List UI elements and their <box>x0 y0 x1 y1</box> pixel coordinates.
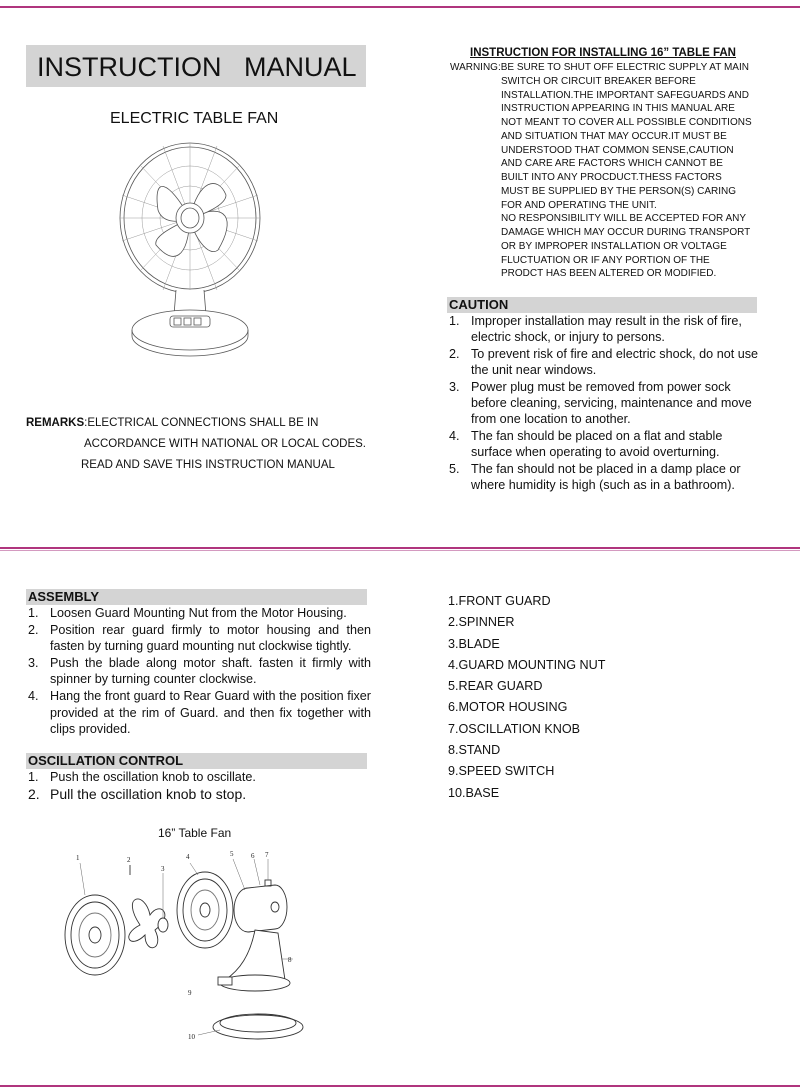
list-item: 1. Loosen Guard Mounting Nut from the Motor Housing. <box>28 606 347 620</box>
label-7: 7 <box>265 851 269 859</box>
part-item: 5.REAR GUARD <box>448 679 543 694</box>
warning-line: AND SITUATION THAT MAY OCCUR.IT MUST BE <box>501 130 727 142</box>
label-4: 4 <box>186 853 190 861</box>
remarks-line2: ACCORDANCE WITH NATIONAL OR LOCAL CODES. <box>84 438 366 450</box>
warning-line: SWITCH OR CIRCUIT BREAKER BEFORE <box>501 75 696 87</box>
label-2: 2 <box>127 856 131 864</box>
warning-line: WARNING:BE SURE TO SHUT OFF ELECTRIC SUPPLY AT MAIN <box>450 62 749 73</box>
caution-list <box>447 313 767 493</box>
list-item: 2. To prevent risk of fire and electric shock, do not use the unit near windows. <box>449 346 758 378</box>
middle-rule <box>0 547 800 549</box>
page-title: INSTRUCTION MANUAL <box>26 45 366 87</box>
stand-part <box>225 930 285 980</box>
part-item: 1.FRONT GUARD <box>448 594 551 608</box>
base-part <box>213 1015 303 1039</box>
list-item: 3. Power plug must be removed from power sock before cleaning, servicing, maintenance and move from one location to another. <box>449 379 752 427</box>
warning-line: FLUCTUATION OR IF ANY PORTION OF THE <box>501 254 710 266</box>
assembly-heading: ASSEMBLY <box>26 589 367 605</box>
part-item: 4.GUARD MOUNTING NUT <box>448 657 606 672</box>
part-item: 3.BLADE <box>448 636 500 651</box>
part-item: 10.BASE <box>448 785 500 800</box>
installing-title: INSTRUCTION FOR INSTALLING 16” TABLE FAN <box>470 47 736 59</box>
exploded-diagram <box>50 845 310 1045</box>
remarks-line3: READ AND SAVE THIS INSTRUCTION MANUAL <box>81 459 335 471</box>
diagram-caption: 16” Table Fan <box>158 826 232 840</box>
motor-housing-part <box>234 880 287 932</box>
list-item: 3. Push the blade along motor shaft. fasten it firmly with spinner by turning counter clockwise. <box>28 655 371 687</box>
warning-line: INSTRUCTION APPEARING IN THIS MANUAL ARE <box>501 103 735 115</box>
fan-spinner <box>176 203 204 233</box>
warning-line: NOT MEANT TO COVER ALL POSSIBLE CONDITIONS <box>501 117 752 128</box>
list-item: 1. Push the oscillation knob to oscillate. <box>28 770 256 784</box>
warning-line: NO RESPONSIBILITY WILL BE ACCEPTED FOR ANY <box>501 213 747 225</box>
list-item: 2. Pull the oscillation knob to stop. <box>28 786 247 802</box>
remarks-label: REMARKS <box>26 417 85 429</box>
caution-heading: CAUTION <box>447 297 757 313</box>
top-rule <box>0 6 800 8</box>
part-item: 8.STAND <box>448 743 501 758</box>
speed-switch-part <box>218 977 232 985</box>
assembly-list <box>26 605 371 738</box>
fan-illustration <box>118 140 268 360</box>
list-item: 5. The fan should not be placed in a damp place or where humidity is high (such as in a bathroom). <box>449 461 741 493</box>
warning-line: FOR AND OPERATING THE UNIT. <box>501 199 657 211</box>
warning-line: BUILT INTO ANY PROCDUCT.THESS FACTORS <box>501 172 722 183</box>
remarks-line1: :ELECTRICAL CONNECTIONS SHALL BE IN <box>84 417 319 429</box>
warning-block <box>450 61 765 281</box>
label-5: 5 <box>230 850 234 858</box>
label-3: 3 <box>161 865 165 873</box>
guard-nut-part <box>158 918 168 932</box>
remarks <box>26 413 366 476</box>
warning-line: DAMAGE WHICH MAY OCCUR DURING TRANSPORT <box>501 227 751 238</box>
part-item: 6.MOTOR HOUSING <box>448 700 568 715</box>
list-item: 4. Hang the front guard to Rear Guard with the position fixer provided at the rim of Guard. and then fix together with clips provided. <box>28 688 371 737</box>
warning-line: INSTALLATION.THE IMPORTANT SAFEGUARDS AND <box>501 89 750 101</box>
oscillation-list <box>26 769 371 803</box>
warning-line: MUST BE SUPPLIED BY THE PERSON(S) CARING <box>501 185 737 197</box>
parts-list <box>448 591 605 804</box>
front-guard-part <box>65 895 125 975</box>
oscillation-heading: OSCILLATION CONTROL <box>26 753 367 769</box>
middle-rule-shadow <box>0 550 800 551</box>
list-item: 1. Improper installation may result in the risk of fire, electric shock, or injury to persons. <box>449 314 742 345</box>
label-8: 8 <box>288 956 292 964</box>
label-10: 10 <box>188 1033 195 1041</box>
label-6: 6 <box>251 852 255 860</box>
part-item: 7.OSCILLATION KNOB <box>448 721 581 736</box>
product-subtitle: ELECTRIC TABLE FAN <box>110 110 279 127</box>
list-item: 2. Position rear guard firmly to motor housing and then fasten by turning guard mounting nut clockwise tightly. <box>28 622 371 654</box>
warning-line: AND CARE ARE FACTORS WHICH CANNOT BE <box>501 158 723 170</box>
label-1: 1 <box>76 854 80 862</box>
warning-line: OR BY IMPROPER INSTALLATION OR VOLTAGE <box>501 240 727 252</box>
warning-line: UNDERSTOOD THAT COMMON SENSE,CAUTION <box>501 144 734 156</box>
part-item: 2.SPINNER <box>448 615 515 630</box>
label-9: 9 <box>188 989 192 997</box>
warning-line: PRODCT HAS BEEN ALTERED OR MODIFIED. <box>501 268 717 280</box>
list-item: 4. The fan should be placed on a flat and stable surface when operating to avoid overturning. <box>449 428 723 460</box>
rear-guard-part <box>177 872 233 948</box>
part-item: 9.SPEED SWITCH <box>448 764 555 779</box>
bottom-rule <box>0 1085 800 1087</box>
